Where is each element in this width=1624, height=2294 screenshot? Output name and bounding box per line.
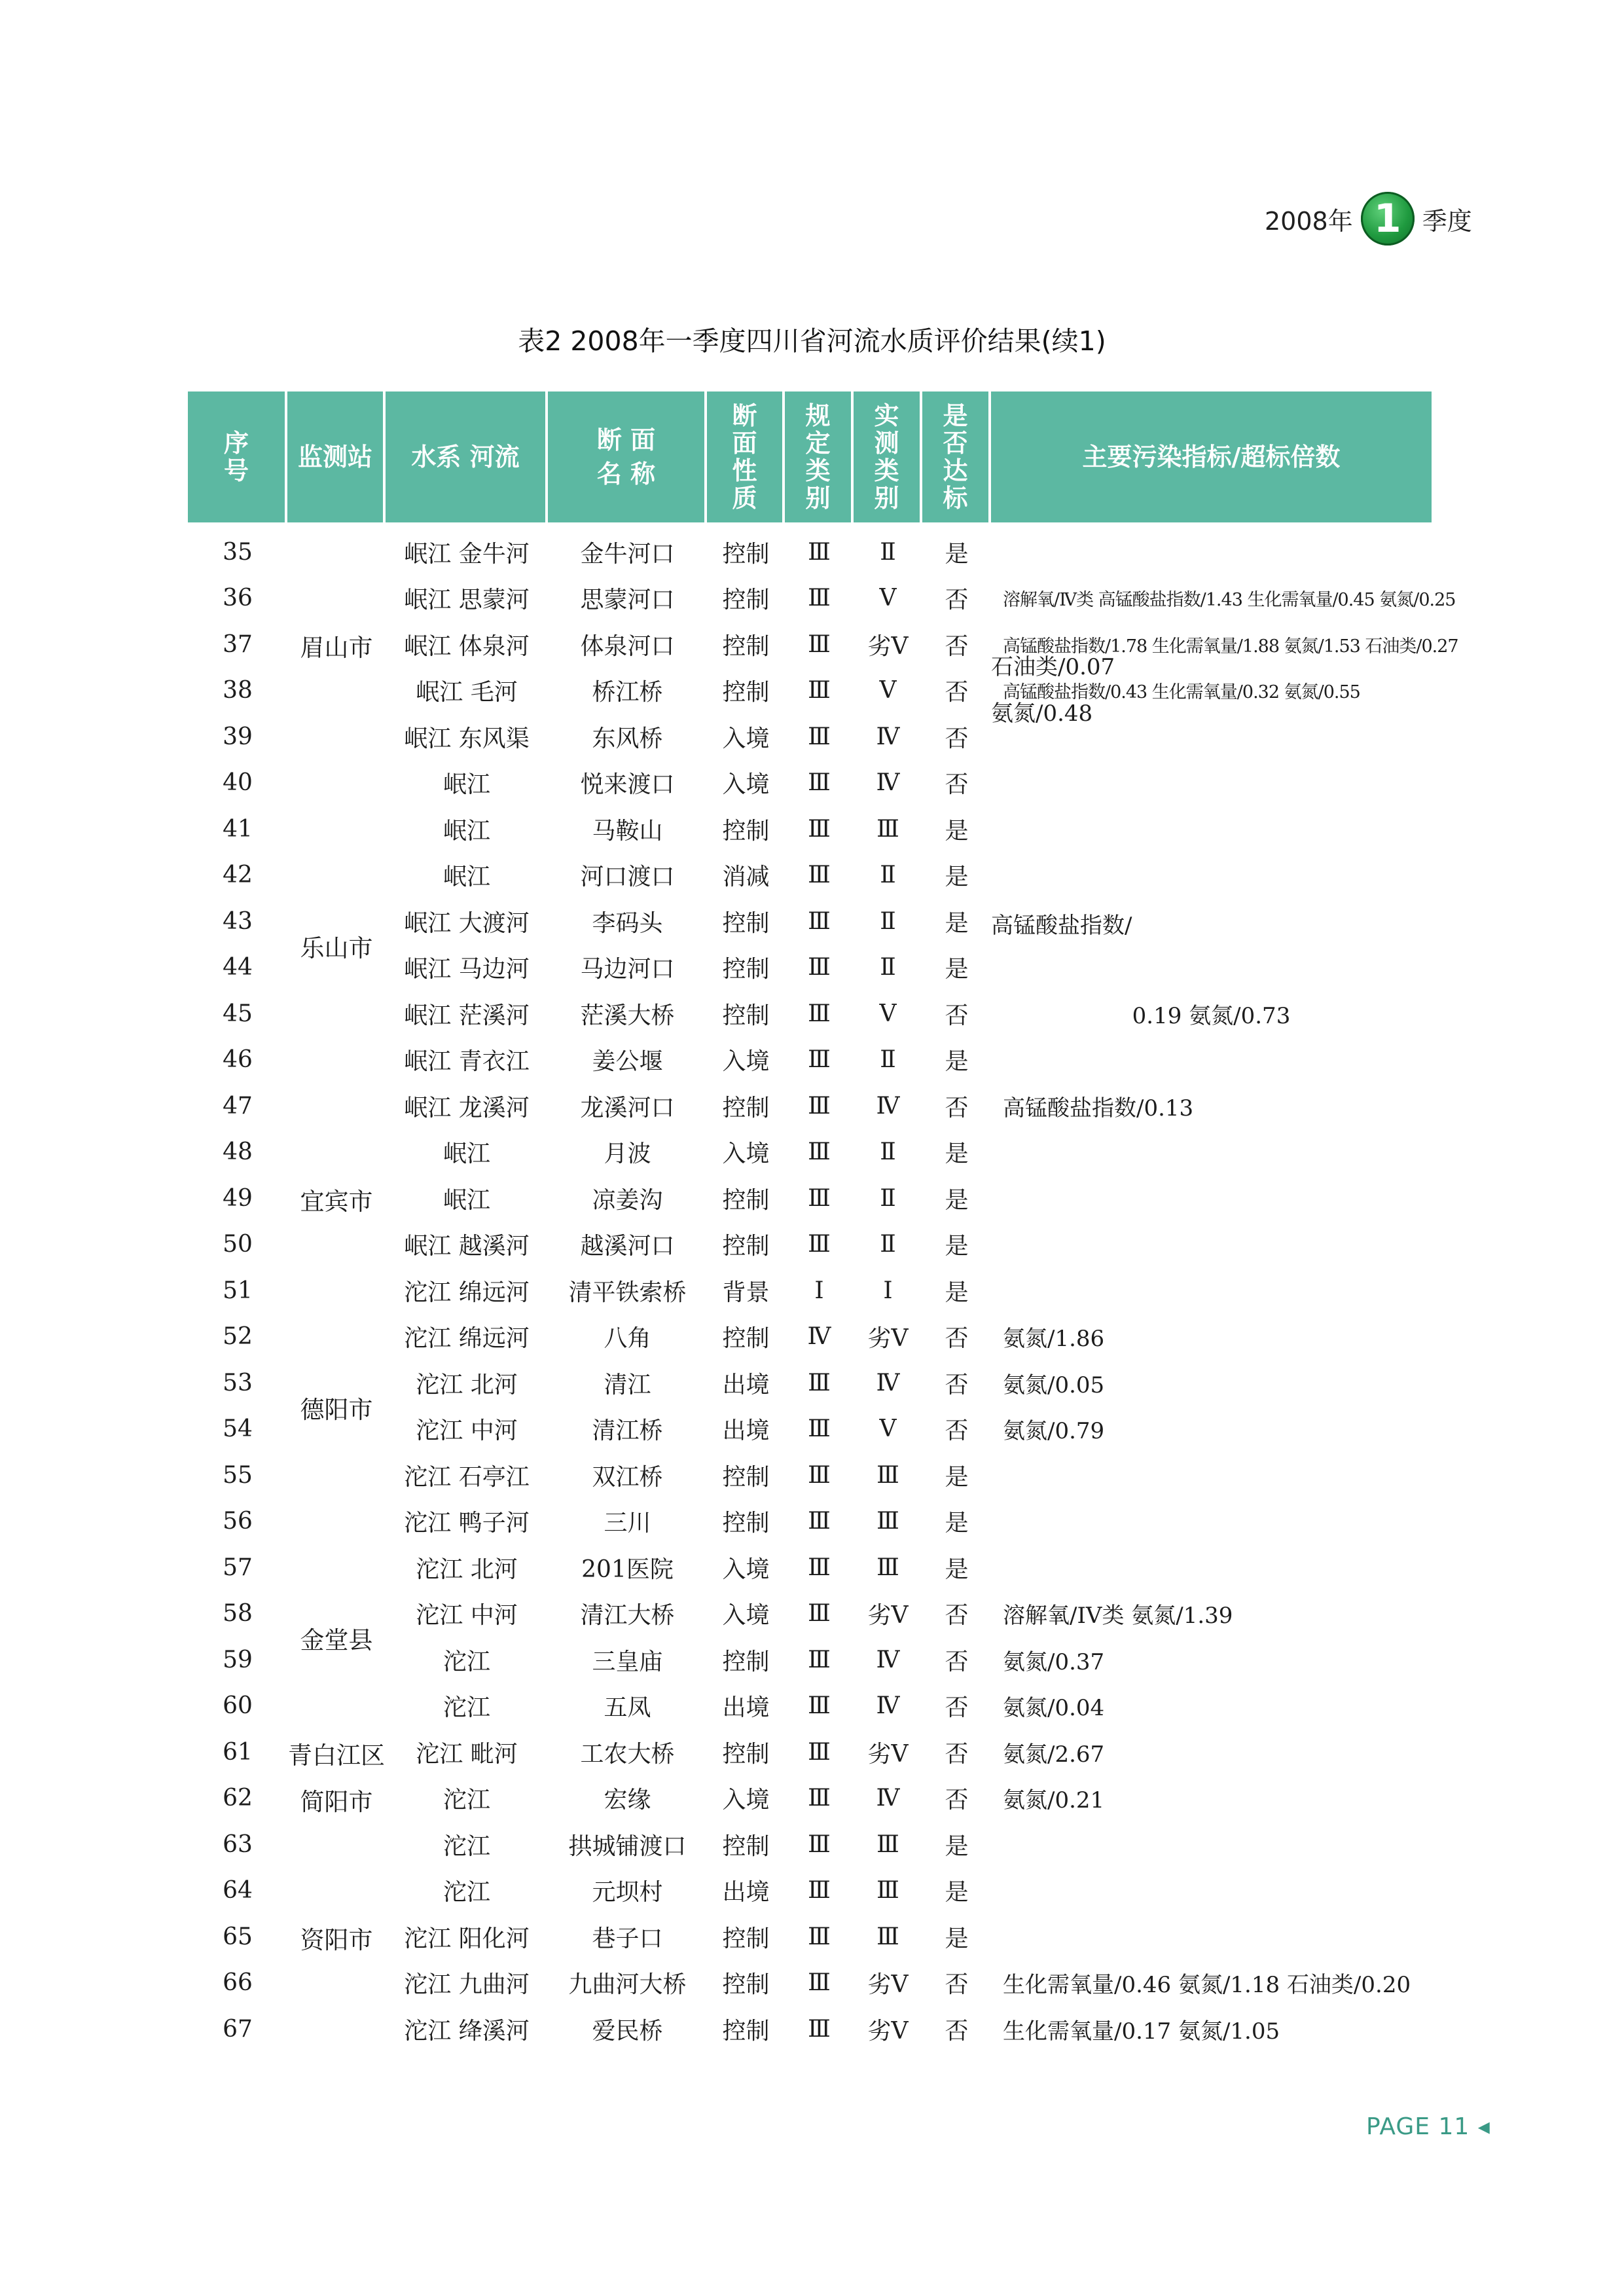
cell-no: 54	[223, 1415, 253, 1442]
cell-required: Ⅲ	[808, 1969, 831, 1996]
station-label: 德阳市	[300, 1395, 373, 1424]
col-header-nature: 断面性质	[707, 391, 785, 522]
cell-nature: 出境	[722, 1417, 770, 1444]
cell-river: 岷江	[442, 771, 490, 798]
cell-no: 53	[223, 1369, 253, 1396]
cell-river: 沱江 石亭江	[404, 1463, 530, 1491]
cell-required: Ⅲ	[808, 815, 831, 843]
cell-pollutants	[991, 530, 1432, 574]
cell-required: Ⅲ	[808, 1646, 831, 1673]
cell-pollutants: 氨氮/0.79	[1003, 1418, 1105, 1444]
cell-pollutants: 溶解氧/Ⅳ类 高锰酸盐指数/1.43 生化需氧量/0.45 氨氮/0.25	[1003, 590, 1456, 610]
cell-section: 李码头	[592, 909, 663, 937]
cell-no: 63	[223, 1830, 253, 1858]
cell-measured: Ⅱ	[880, 907, 896, 935]
cell-measured: Ⅳ	[876, 769, 900, 796]
station-label: 简阳市	[300, 1787, 373, 1816]
cell-pass: 是	[945, 1233, 969, 1260]
year-label: 2008年	[1265, 206, 1353, 236]
cell-section: 巷子口	[592, 1925, 663, 1952]
col-header-pass: 是否达标	[922, 391, 991, 522]
cell-section: 马边河口	[580, 956, 675, 983]
cell-pass: 是	[945, 956, 969, 983]
cell-nature: 控制	[722, 1925, 770, 1952]
cell-nature: 入境	[722, 725, 770, 752]
cell-pass: 是	[945, 1140, 969, 1167]
cell-pass: 否	[945, 679, 969, 706]
cell-measured: Ⅱ	[880, 862, 896, 888]
cell-pollutants	[991, 1131, 1432, 1174]
cell-measured: Ⅳ	[876, 723, 900, 750]
station-label: 金堂县	[300, 1626, 373, 1654]
cell-no: 56	[223, 1508, 253, 1535]
col-header-section: 断 面 名 称	[548, 391, 707, 522]
cell-required: Ⅲ	[808, 1554, 831, 1581]
cell-nature: 控制	[722, 909, 770, 937]
cell-no: 37	[223, 630, 253, 658]
cell-river: 沱江	[442, 1832, 490, 1860]
page-number: PAGE 11 ◂	[1366, 2113, 1490, 2140]
cell-pollutants: 溶解氧/IV类 氨氮/1.39	[1003, 1603, 1233, 1629]
cell-required: Ⅲ	[808, 538, 831, 566]
cell-pass: 否	[945, 1417, 969, 1444]
cell-section: 马鞍山	[592, 817, 663, 845]
cell-no: 66	[223, 1969, 253, 1996]
cell-pollutants	[991, 1915, 1432, 1958]
cell-nature: 控制	[722, 1832, 770, 1860]
cell-nature: 入境	[722, 1140, 770, 1167]
cell-required: Ⅳ	[807, 1323, 831, 1350]
cell-section: 桥江桥	[592, 679, 663, 706]
cell-nature: 控制	[722, 1648, 770, 1675]
cell-section: 拱城铺渡口	[568, 1832, 687, 1860]
cell-required: Ⅲ	[808, 677, 831, 704]
cell-pass: 否	[945, 1787, 969, 1813]
cell-nature: 控制	[722, 1510, 770, 1537]
cell-no: 62	[223, 1785, 253, 1812]
cell-river: 沱江 鸭子河	[404, 1510, 530, 1537]
cell-nature: 控制	[722, 1463, 770, 1491]
cell-river: 岷江 龙溪河	[404, 1094, 530, 1121]
cell-section: 工农大桥	[580, 1740, 675, 1768]
cell-required: Ⅲ	[808, 723, 831, 750]
quarter-number: 1	[1373, 196, 1401, 242]
cell-no: 40	[223, 769, 253, 796]
cell-no: 39	[223, 723, 253, 750]
cell-pollutants	[991, 761, 1432, 805]
cell-pollutants: 生化需氧量/0.46 氨氮/1.18 石油类/0.20	[1003, 1972, 1411, 1998]
cell-no: 45	[223, 1000, 253, 1027]
cell-measured: Ⅲ	[876, 815, 899, 843]
cell-pollutants: 0.19 氨氮/0.73	[1132, 1002, 1291, 1029]
cell-measured: Ⅲ	[876, 1554, 899, 1581]
cell-required: Ⅲ	[808, 1231, 831, 1258]
cell-measured: Ⅲ	[876, 1830, 899, 1858]
cell-pass: 是	[945, 1510, 969, 1537]
cell-river: 岷江 金牛河	[404, 540, 530, 568]
cell-pass: 否	[945, 1371, 969, 1398]
cell-required: Ⅲ	[808, 585, 831, 611]
cell-pollutants	[991, 1176, 1432, 1220]
cell-pass: 是	[945, 1463, 969, 1491]
cell-no: 36	[223, 585, 253, 611]
cell-nature: 控制	[722, 1002, 770, 1029]
cell-river: 沱江 九曲河	[404, 1971, 530, 1998]
station-label: 眉山市	[300, 634, 373, 663]
cell-nature: 入境	[722, 1787, 770, 1813]
col-header-pollutants: 主要污染指标/超标倍数	[1082, 443, 1341, 471]
cell-river: 岷江 毛河	[416, 679, 518, 706]
col-header-required: 规定类别	[785, 391, 854, 522]
cell-river: 沱江 绛溪河	[404, 2017, 530, 2045]
cell-measured: Ⅲ	[876, 1923, 899, 1950]
cell-required: Ⅲ	[808, 2015, 831, 2043]
cell-section: 思蒙河口	[580, 587, 675, 613]
cell-pollutants	[991, 1869, 1432, 1912]
cell-required: Ⅲ	[808, 1184, 831, 1212]
cell-no: 67	[223, 2015, 253, 2043]
cell-required: Ⅲ	[808, 1461, 831, 1489]
col-header-station: 监测站	[287, 391, 386, 522]
cell-section: 元坝村	[592, 1879, 663, 1906]
cell-no: 41	[223, 815, 253, 843]
cell-nature: 控制	[722, 956, 770, 983]
cell-no: 35	[223, 538, 253, 566]
cell-pass: 是	[945, 1186, 969, 1214]
cell-pass: 否	[945, 771, 969, 798]
cell-river: 岷江 马边河	[404, 956, 530, 983]
cell-nature: 入境	[722, 1602, 770, 1629]
station-label: 乐山市	[300, 934, 373, 962]
cell-nature: 背景	[722, 1279, 770, 1306]
cell-pollutants	[991, 946, 1432, 989]
cell-no: 49	[223, 1184, 253, 1212]
quarter-suffix: 季度	[1422, 206, 1472, 236]
cell-pass: 否	[945, 587, 969, 613]
cell-nature: 出境	[722, 1371, 770, 1398]
cell-section: 河口渡口	[580, 864, 675, 890]
cell-required: Ⅲ	[808, 1785, 831, 1812]
cell-river: 岷江 大渡河	[404, 909, 530, 937]
cell-river: 沱江 北河	[416, 1556, 518, 1583]
cell-river: 沱江 北河	[416, 1371, 518, 1398]
cell-pollutants: 氨氮/0.05	[1003, 1372, 1105, 1398]
cell-nature: 入境	[722, 1048, 770, 1075]
quarter-header	[1265, 192, 1472, 245]
cell-section: 九曲河大桥	[568, 1971, 687, 1998]
cell-required: Ⅲ	[808, 1092, 831, 1120]
cell-section: 五凤	[604, 1694, 651, 1721]
cell-pass: 否	[945, 725, 969, 752]
cell-section: 东风桥	[592, 725, 663, 752]
cell-pollutants	[991, 1223, 1432, 1266]
cell-pass: 否	[945, 632, 969, 660]
cell-pollutants	[991, 1038, 1432, 1082]
cell-section: 清平铁索桥	[568, 1279, 687, 1306]
cell-river: 岷江	[442, 1186, 490, 1214]
cell-river: 沱江	[442, 1879, 490, 1906]
cell-measured: 劣Ⅴ	[867, 2017, 909, 2045]
cell-pass: 否	[945, 2017, 969, 2045]
cell-required: Ⅲ	[808, 862, 831, 888]
cell-section: 三皇庙	[592, 1648, 663, 1675]
cell-pass: 否	[945, 1094, 969, 1121]
cell-river: 岷江 体泉河	[404, 632, 530, 660]
cell-measured: Ⅱ	[880, 538, 896, 566]
cell-section: 越溪河口	[580, 1233, 675, 1260]
cell-river: 沱江 阳化河	[404, 1925, 530, 1952]
cell-required: Ⅲ	[808, 1138, 831, 1165]
table-header	[188, 391, 1432, 522]
cell-measured: Ⅳ	[876, 1369, 900, 1396]
cell-nature: 控制	[722, 2017, 770, 2045]
cell-section: 宏缘	[604, 1787, 651, 1813]
cell-required: Ⅲ	[808, 1415, 831, 1442]
cell-pollutants	[991, 1546, 1432, 1589]
cell-section: 三川	[604, 1510, 651, 1537]
cell-section: 龙溪河口	[580, 1094, 675, 1121]
pollutant-note: 石油类/0.07	[991, 654, 1115, 680]
cell-nature: 出境	[722, 1879, 770, 1906]
cell-nature: 控制	[722, 1186, 770, 1214]
cell-section: 清江	[604, 1371, 651, 1398]
cell-required: Ⅲ	[808, 1508, 831, 1535]
cell-no: 51	[223, 1277, 253, 1304]
cell-no: 48	[223, 1138, 253, 1165]
cell-section: 清江大桥	[580, 1602, 675, 1629]
cell-nature: 入境	[722, 1556, 770, 1583]
cell-section: 悦来渡口	[580, 771, 675, 798]
cell-pollutants	[991, 1823, 1432, 1866]
cell-pollutants: 氨氮/1.86	[1003, 1326, 1105, 1352]
cell-measured: Ⅱ	[880, 954, 896, 981]
cell-pass: 是	[945, 1925, 969, 1952]
cell-section: 双江桥	[592, 1463, 663, 1491]
cell-no: 64	[223, 1877, 253, 1904]
cell-pass: 否	[945, 1694, 969, 1721]
cell-measured: Ⅲ	[876, 1461, 899, 1489]
cell-required: Ⅲ	[808, 1692, 831, 1719]
cell-pollutants: 生化需氧量/0.17 氨氮/1.05	[1003, 2018, 1280, 2045]
cell-pollutants	[991, 1453, 1432, 1497]
pollutant-note: 高锰酸盐指数/	[991, 913, 1132, 939]
cell-pollutants	[991, 1269, 1432, 1312]
cell-measured: 劣Ⅴ	[867, 1325, 909, 1352]
cell-no: 43	[223, 907, 253, 935]
cell-pass: 否	[945, 1648, 969, 1675]
cell-pass: 否	[945, 1325, 969, 1352]
cell-no: 47	[223, 1092, 253, 1120]
cell-measured: Ⅱ	[880, 1046, 896, 1073]
cell-pass: 是	[945, 1048, 969, 1075]
cell-pollutants: 氨氮/0.21	[1003, 1787, 1105, 1813]
cell-measured: Ⅴ	[879, 1000, 897, 1027]
pollutant-note: 氨氮/0.48	[991, 700, 1093, 727]
cell-river: 沱江 中河	[416, 1417, 518, 1444]
quarter-badge-icon	[1361, 192, 1415, 246]
table-title: 表2 2008年一季度四川省河流水质评价结果(续1)	[518, 325, 1106, 357]
cell-nature: 控制	[722, 1740, 770, 1768]
cell-measured: Ⅲ	[876, 1877, 899, 1904]
cell-pass: 是	[945, 909, 969, 937]
cell-pollutants: 氨氮/0.04	[1003, 1695, 1105, 1721]
cell-pass: 是	[945, 1832, 969, 1860]
cell-required: Ⅲ	[808, 1923, 831, 1950]
cell-river: 岷江 越溪河	[404, 1233, 530, 1260]
cell-section: 体泉河口	[580, 632, 675, 660]
cell-river: 岷江 东风渠	[404, 725, 530, 752]
cell-measured: 劣Ⅴ	[867, 1602, 909, 1629]
cell-section: 八角	[604, 1325, 651, 1352]
cell-required: Ⅲ	[808, 1046, 831, 1073]
cell-no: 61	[223, 1738, 253, 1766]
station-label: 宜宾市	[300, 1188, 373, 1216]
cell-measured: Ⅴ	[879, 677, 897, 704]
cell-no: 60	[223, 1692, 253, 1719]
cell-pass: 是	[945, 540, 969, 568]
cell-measured: Ⅰ	[883, 1277, 893, 1304]
cell-pollutants: 高锰酸盐指数/0.43 生化需氧量/0.32 氨氮/0.55	[1003, 682, 1360, 702]
cell-measured: Ⅲ	[876, 1508, 899, 1535]
col-header-measured: 实测类别	[854, 391, 922, 522]
cell-measured: Ⅱ	[880, 1184, 896, 1212]
cell-nature: 出境	[722, 1694, 770, 1721]
cell-river: 岷江	[442, 864, 490, 890]
cell-river: 岷江 茫溪河	[404, 1002, 530, 1029]
cell-no: 55	[223, 1461, 253, 1489]
cell-measured: Ⅳ	[876, 1785, 900, 1812]
cell-required: Ⅰ	[814, 1277, 824, 1304]
cell-section: 姜公堰	[592, 1048, 663, 1075]
station-label: 资阳市	[300, 1926, 373, 1955]
cell-nature: 控制	[722, 1971, 770, 1998]
cell-section: 凉姜沟	[592, 1186, 663, 1214]
cell-no: 38	[223, 677, 253, 704]
cell-measured: Ⅳ	[876, 1646, 900, 1673]
cell-required: Ⅲ	[808, 954, 831, 981]
cell-no: 46	[223, 1046, 253, 1073]
cell-nature: 消减	[722, 864, 770, 890]
cell-measured: Ⅱ	[880, 1138, 896, 1165]
cell-no: 59	[223, 1646, 253, 1673]
cell-measured: Ⅴ	[879, 585, 897, 611]
cell-required: Ⅲ	[808, 1000, 831, 1027]
cell-river: 岷江	[442, 817, 490, 845]
cell-river: 沱江 毗河	[416, 1740, 518, 1768]
cell-measured: Ⅳ	[876, 1092, 900, 1120]
cell-required: Ⅲ	[808, 1738, 831, 1766]
cell-nature: 控制	[722, 540, 770, 568]
cell-no: 65	[223, 1923, 253, 1950]
cell-nature: 控制	[722, 817, 770, 845]
cell-required: Ⅲ	[808, 630, 831, 658]
cell-required: Ⅲ	[808, 907, 831, 935]
cell-nature: 控制	[722, 1233, 770, 1260]
cell-no: 44	[223, 954, 253, 981]
cell-pass: 是	[945, 1879, 969, 1906]
cell-river: 沱江 绵远河	[404, 1325, 530, 1352]
cell-pollutants: 氨氮/2.67	[1003, 1741, 1105, 1768]
cell-required: Ⅲ	[808, 1369, 831, 1396]
cell-measured: 劣Ⅴ	[867, 1740, 909, 1768]
cell-nature: 控制	[722, 587, 770, 613]
cell-no: 58	[223, 1600, 253, 1627]
cell-no: 57	[223, 1554, 253, 1581]
cell-pollutants: 氨氮/0.37	[1003, 1648, 1105, 1675]
cell-river: 沱江 中河	[416, 1602, 518, 1629]
cell-pollutants	[991, 807, 1432, 850]
cell-pass: 是	[945, 817, 969, 845]
cell-section: 金牛河口	[580, 540, 675, 568]
cell-measured: 劣Ⅴ	[867, 1971, 909, 1998]
cell-pass: 否	[945, 1002, 969, 1029]
cell-required: Ⅲ	[808, 1830, 831, 1858]
station-label: 青白江区	[288, 1741, 385, 1770]
cell-nature: 控制	[722, 1325, 770, 1352]
cell-pollutants: 高锰酸盐指数/0.13	[1003, 1095, 1194, 1121]
col-header-river: 水系 河流	[386, 391, 548, 522]
cell-no: 50	[223, 1231, 253, 1258]
cell-river: 岷江 青衣江	[404, 1048, 530, 1075]
cell-river: 沱江	[442, 1787, 490, 1813]
col-header-no: 序号	[188, 391, 287, 522]
cell-required: Ⅲ	[808, 1600, 831, 1627]
cell-measured: Ⅴ	[879, 1415, 897, 1442]
cell-section: 茫溪大桥	[580, 1002, 675, 1029]
cell-nature: 入境	[722, 771, 770, 798]
cell-measured: Ⅳ	[876, 1692, 900, 1719]
cell-pollutants	[991, 1500, 1432, 1543]
cell-nature: 控制	[722, 632, 770, 660]
cell-section: 爱民桥	[592, 2017, 663, 2045]
cell-pass: 否	[945, 1602, 969, 1629]
cell-pass: 是	[945, 864, 969, 890]
cell-no: 42	[223, 862, 253, 888]
cell-river: 沱江	[442, 1648, 490, 1675]
cell-pass: 否	[945, 1971, 969, 1998]
cell-required: Ⅲ	[808, 769, 831, 796]
cell-river: 岷江 思蒙河	[404, 587, 530, 613]
cell-pass: 是	[945, 1279, 969, 1306]
cell-measured: 劣Ⅴ	[867, 632, 909, 660]
cell-pass: 否	[945, 1740, 969, 1768]
cell-required: Ⅲ	[808, 1877, 831, 1904]
cell-section: 201医院	[581, 1556, 674, 1583]
cell-pass: 是	[945, 1556, 969, 1583]
cell-section: 清江桥	[592, 1417, 663, 1444]
cell-no: 52	[223, 1323, 253, 1350]
cell-river: 沱江	[442, 1694, 490, 1721]
cell-nature: 控制	[722, 679, 770, 706]
cell-river: 岷江	[442, 1140, 490, 1167]
cell-river: 沱江 绵远河	[404, 1279, 530, 1306]
cell-pollutants: 高锰酸盐指数/1.78 生化需氧量/1.88 氨氮/1.53 石油类/0.27	[1003, 636, 1458, 657]
cell-nature: 控制	[722, 1094, 770, 1121]
cell-measured: Ⅱ	[880, 1231, 896, 1258]
cell-pollutants	[991, 854, 1432, 897]
cell-section: 月波	[604, 1140, 651, 1167]
